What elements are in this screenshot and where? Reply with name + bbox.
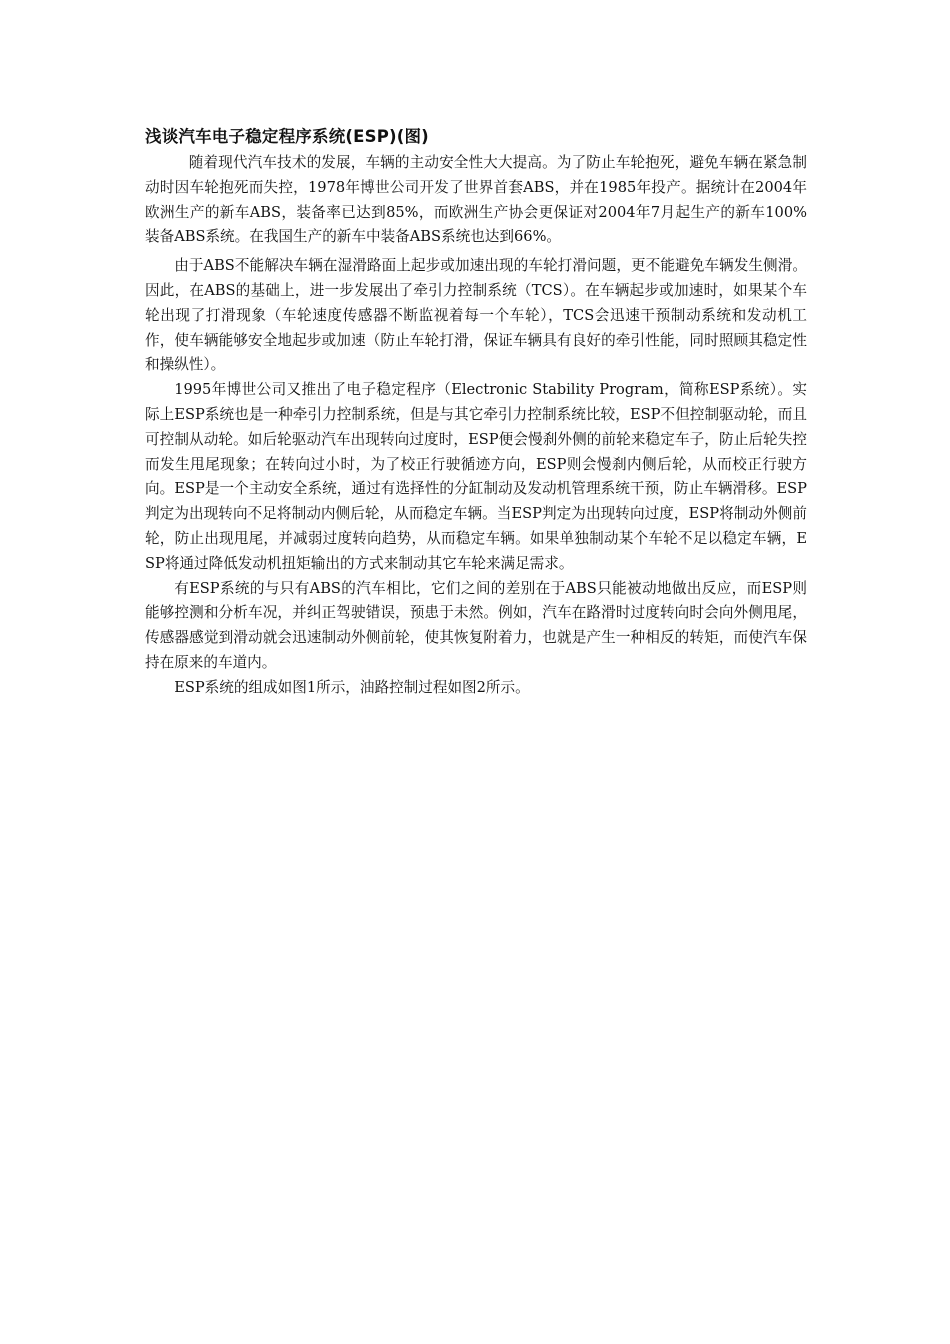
paragraph-esp-vs-abs: 有ESP系统的与只有ABS的汽车相比，它们之间的差别在于ABS只能被动地做出反应，而ESP则能够控测和分析车况，并纠正驾驶错误，预患于未然。例如，汽车在路滑时过度转向时会向外侧甩尾，传感器感觉到滑动就会迅速制动外侧前轮，使其恢复附着力，也就是产生一种相反的转矩，而使汽车保持在原来的车道内。 <box>145 579 807 671</box>
paragraph-esp-intro: 1995年博世公司又推出了电子稳定程序（Electronic Stability Program，简称ESP系统）。实际上ESP系统也是一种牵引力控制系统，但是与其它牵引力控制系统比较，ESP不但控制驱动轮，而且可控制从动轮。如后轮驱动汽车出现转向过度时，ESP便会慢刹外侧的前轮来稳定车子，防止后轮失控而发生甩尾现象；在转向过小时，为了校正行驶循迹方向，ESP则会慢刹内侧后轮，从而校正行驶方向。ESP是一个主动安全系统，通过有选择性的分缸制动及发动机管理系统干预，防止车辆滑移。ESP判定为出现转向不足将制动内侧后轮，从而稳定车辆。当ESP判定为出现转向过度，ESP将制动外侧前轮，防止出现甩尾，并减弱过度转向趋势，从而稳定车辆。如果单独制动某个车轮不足以稳定车辆，ESP将通过降低发动机扭矩输出的方式来制动其它车轮来满足需求。 <box>145 381 807 572</box>
paragraph-tcs: 由于ABS不能解决车辆在湿滑路面上起步或加速出现的车轮打滑问题，更不能避免车辆发生侧滑。因此，在ABS的基础上，进一步发展出了牵引力控制系统（TCS）。在车辆起步或加速时，如果某个车轮出现了打滑现象（车轮速度传感器不断监视着每一个车轮），TCS会迅速干预制动系统和发动机工作，使车辆能够安全地起步或加速（防止车轮打滑，保证车辆具有良好的牵引性能，同时照顾其稳定性和操纵性）。 <box>145 257 807 374</box>
document-page <box>145 126 807 701</box>
paragraph-abs-history: 随着现代汽车技术的发展，车辆的主动安全性大大提高。为了防止车轮抱死，避免车辆在紧急制动时因车轮抱死而失控，1978年博世公司开发了世界首套ABS，并在1985年投产。据统计在2004年欧洲生产的新车ABS，装备率已达到85%，而欧洲生产协会更保证对2004年7月起生产的新车100%装备ABS系统。在我国生产的新车中装备ABS系统也达到66%。 <box>145 154 807 246</box>
paragraph-figure-reference: ESP系统的组成如图1所示，油路控制过程如图2所示。 <box>174 678 530 696</box>
document-title: 浅谈汽车电子稳定程序系统(ESP)(图) <box>145 127 429 146</box>
